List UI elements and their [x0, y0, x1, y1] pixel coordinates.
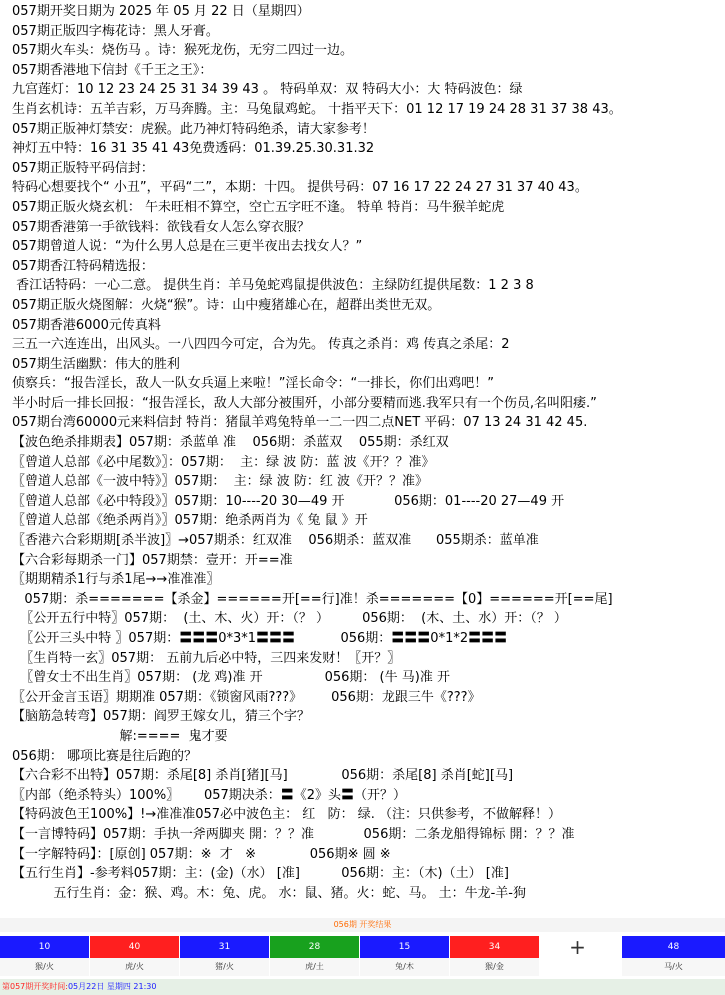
text-line: 五行生肖：金：猴、鸡。木：兔、虎。 水：鼠、猪。火：蛇、马。 土：牛龙-羊-狗 [12, 885, 526, 901]
text-line: 【一字解特码】：[原创] 057期：※ 才 ※ 056期※ 圆 ※ [12, 846, 391, 862]
result-zodiacs [0, 958, 725, 976]
text-line: 【脑筋急转弯】057期：阎罗王嫁女儿，猜三个字？ [12, 709, 310, 725]
text-line: 057期正版特平码信封： [12, 160, 154, 176]
text-line: 半小时后一排长回报：“报告淫长，敌人大部分被围歼，小部分要精而逃.我军只有一个伤员,名叫阳痿.” [12, 395, 597, 411]
text-line: 侦察兵：“报告淫长，敌人一队女兵逼上来啦！”淫长命令：“一排长，你们出鸡吧！” [12, 376, 494, 392]
text-line: 056期： 哪项比赛是往后跑的？ [12, 748, 197, 764]
result-ball: 28 [270, 936, 359, 958]
special-zodiac: 马/火 [622, 958, 725, 976]
next-draw-label: 第057期开奖时间: [2, 982, 68, 991]
text-line: 解:==== 鬼才要 [12, 728, 228, 744]
text-line: 〖公开金言玉语〗期期准 057期：《锁窗风雨???》 056期：龙跟三牛《???》 [12, 689, 481, 705]
text-line: 057期正版火烧图解：火烧“猴”。诗：山中瘦猪雄心在，超群出类世无双。 [12, 297, 441, 313]
text-line: 神灯五中特：16 31 35 41 43免费透码：01.39.25.30.31.32 [12, 141, 375, 157]
text-line: 057期曾道人说：“为什么男人总是在三更半夜出去找女人？” [12, 239, 363, 255]
text-line: 〖曾道人总部《绝杀两肖》〗057期：绝杀两肖为《 兔 鼠 》开 [12, 513, 368, 529]
text-line: 【六合彩不出特】057期：杀尾[8] 杀肖[猪][马] 056期：杀尾[8] 杀肖[蛇][马] [12, 768, 514, 784]
text-line: 〖曾道人总部《必中尾数》〗：057期： 主：绿 波 防：蓝 波《开？？准》 [12, 454, 435, 470]
result-caption: 056期 开奖结果 [0, 918, 725, 932]
text-line: 〖曾女士不出生肖〗057期： (龙 鸡)准 开 056期： (牛 马)准 开 [12, 670, 450, 686]
text-line: 【一言博特码】057期：手执一斧两脚夹 開：？？准 056期：二条龙船得锦标 開：？？准 [12, 826, 575, 842]
text-line: 生肖玄机诗：五羊吉彩，万马奔腾。主：马兔鼠鸡蛇。 十指平天下：01 12 17 19 24 28 31 37 38 43。 [12, 101, 622, 117]
text-line: 057期生活幽默：伟大的胜利 [12, 356, 180, 372]
text-line: 〖公开三头中特 〗057期：〓〓〓0*3*1〓〓〓 056期：〓〓〓0*1*2〓〓〓 [12, 631, 508, 646]
text-line: 特码心想要找个“ 小丑”，平码“二”，本期：十四。 提供号码：07 16 17 22 24 27 31 37 40 43。 [12, 180, 588, 196]
next-draw-time [0, 979, 725, 995]
text-line: 〖期期精杀1行与杀1尾→→准准准〗 [12, 572, 220, 588]
text-line: 057期：杀=======【杀金】======开[==行]准！杀=======【0】======开[==尾] [12, 591, 613, 607]
text-line: 057期香江特码精选报： [12, 258, 154, 274]
text-line: 057期香港6000元传真料 [12, 317, 161, 333]
special-ball: 48 [622, 936, 725, 958]
text-line: 【六合彩每期杀一门】057期禁：壹开：开==准 [12, 552, 293, 568]
text-line: 057期开奖日期为 2025 年 05 月 22 日（星期四） [12, 4, 310, 19]
text-line: 香江话特码：一心二意。 提供生肖：羊马兔蛇鸡鼠提供波色：主绿防红提供尾数：1 2 3 8 [12, 278, 534, 294]
plus-sign: + [542, 936, 613, 958]
text-line: 〖曾道人总部《一波中特》〗057期： 主：绿 波 防：红 波《开？？准》 [12, 474, 428, 490]
text-line: 〖内部（绝杀特头）100%〗 057期决杀：〓《2》头〓（开？） [12, 787, 407, 803]
text-line: 【波色绝杀排期表】057期：杀蓝单 准 056期：杀蓝双 055期：杀红双 [12, 435, 449, 451]
result-zodiac: 猴/金 [450, 958, 539, 976]
text-line: 〖公开五行中特〗057期： (土、木、火）开：（？ ） 056期： (木、土、水）开：（？ ） [12, 611, 567, 627]
result-ball: 34 [450, 936, 539, 958]
result-zodiac: 兔/木 [360, 958, 449, 976]
text-line: 【五行生肖】-参考料057期：主：(金)（水） [准] 056期：主：（木)（土） [准] [12, 866, 509, 882]
text-line: 057期香港第一手欲钱料：欲钱看女人怎么穿衣服？ [12, 219, 310, 235]
result-ball: 40 [90, 936, 179, 958]
result-zodiac: 虎/土 [270, 958, 359, 976]
text-line: 九宫莲灯：10 12 23 24 25 31 34 39 43 。 特码单双：双 特码大小：大 特码波色：绿 [12, 82, 523, 98]
next-draw-date: 05月22日 星期四 21:30 [67, 982, 157, 991]
text-line: 057期正版神灯禁安：虎猴。此乃神灯特码绝杀，请大家参考！ [12, 121, 375, 137]
result-balls [0, 936, 725, 958]
text-line: 【特码波色王100%】!→准准准057必中波色主： 红 防： 绿. （注：只供参考，不做解释！） [12, 807, 562, 823]
text-line: 〖曾道人总部《必中特段》〗057期：10----20 30—49 开 056期：01----20 27—49 开 [12, 493, 565, 509]
text-line: 三五一六连连出，出风头。一八四四今可定，合为先。 传真之杀肖：鸡 传真之杀尾：2 [12, 337, 510, 353]
text-line: 〖香港六合彩期期[杀半波]〗→057期杀：红双准 056期杀：蓝双准 055期杀：蓝单准 [12, 533, 539, 549]
text-line: 057期台湾60000元来料信封 特肖：猪鼠羊鸡兔特单一二一四二点NET 平码：07 13 24 31 42 45. [12, 415, 588, 431]
result-ball: 31 [180, 936, 269, 958]
text-line: 057期火车头：烧伤马 。诗：猴死龙伤，无穷二四过一边。 [12, 43, 353, 59]
text-line: 057期正版火烧玄机： 午未旺相不算空，空亡五字旺不逢。 特单 特肖：马牛猴羊蛇虎 [12, 199, 505, 215]
result-zodiac: 猴/火 [0, 958, 89, 976]
text-line: 057期香港地下信封《千王之王》： [12, 62, 213, 78]
result-zodiac: 虎/火 [90, 958, 179, 976]
result-ball: 15 [360, 936, 449, 958]
text-line: 057期正版四字梅花诗：黑人牙膏。 [12, 23, 219, 39]
result-ball: 10 [0, 936, 89, 958]
result-zodiac: 猪/火 [180, 958, 269, 976]
text-line: 〖生肖特一玄〗057期： 五前九后必中特，三四来发财！〖开？〗 [12, 650, 401, 666]
